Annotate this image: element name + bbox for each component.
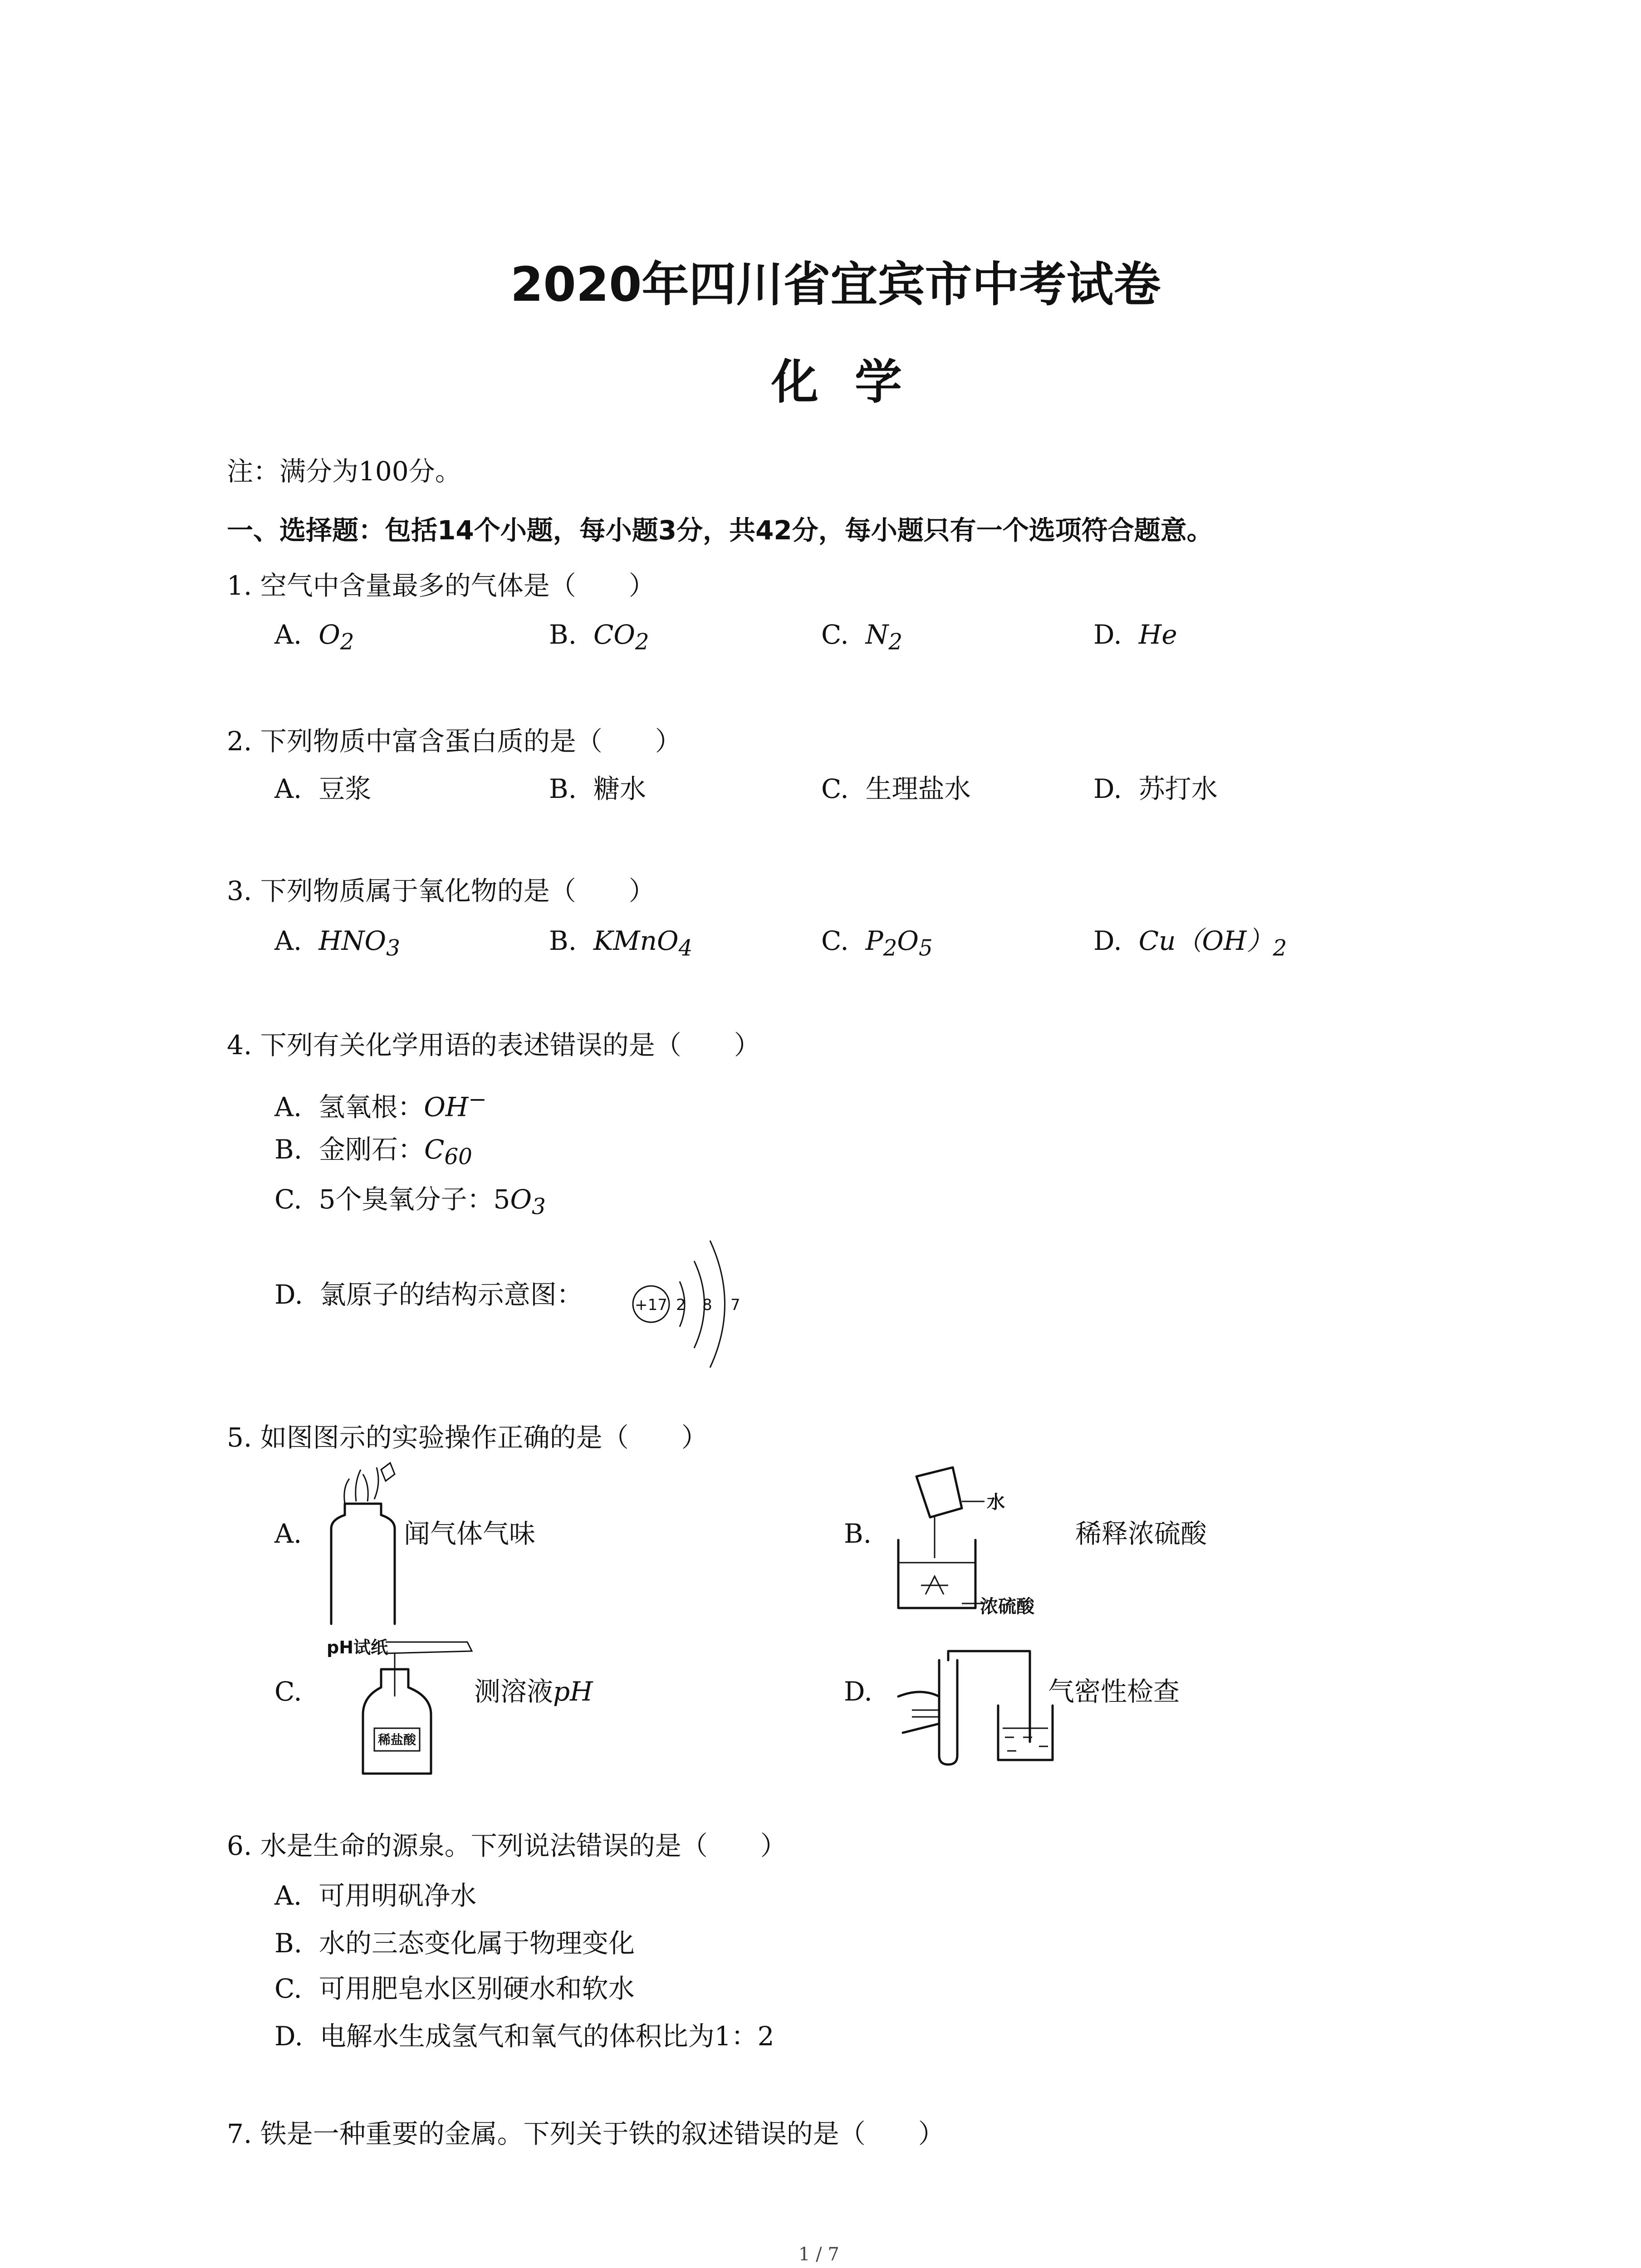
option-label: B. [549,773,577,804]
option-label: D. [274,2021,303,2052]
q6-option-d [274,2021,774,2052]
question-4-stem: 4. 下列有关化学用语的表述错误的是（ ） [227,1030,760,1061]
shell-3-electrons: 7 [730,1296,740,1314]
formula: O [510,1184,532,1215]
q4-option-b [274,1136,472,1168]
q5-option-c-label: C. [274,1676,302,1707]
option-text: 水的三态变化属于物理变化 [318,1928,635,1959]
subscript: 2 [340,629,354,655]
ph-paper-label: pH试纸 [327,1637,388,1657]
question-5-stem: 5. 如图图示的实验操作正确的是（ ） [227,1422,708,1453]
formula: KMnO [593,925,679,956]
question-7-stem: 7. 铁是一种重要的金属。下列关于铁的叙述错误的是（ ） [227,2118,945,2149]
subscript: 4 [678,935,693,961]
option-text: 测溶液 [474,1676,554,1707]
airtightness-figure [894,1642,1057,1769]
formula: N [865,619,889,650]
option-label: D. [1093,619,1122,650]
option-text: 生理盐水 [865,773,971,804]
shell-2-electrons: 8 [702,1296,712,1314]
q3-option-b [549,925,693,961]
q4-option-a [274,1087,487,1123]
shell-1-electrons: 2 [676,1296,686,1314]
formula: Cu（OH） [1138,925,1273,956]
subscript: 3 [386,935,400,961]
option-label: D. [1093,925,1122,956]
option-label: D. [274,1279,303,1310]
option-label: B. [549,925,577,956]
subscript: 2 [883,935,897,961]
option-text: 氯原子的结构示意图： [319,1279,583,1310]
q1-option-d [1093,621,1177,648]
q3-option-a [274,925,400,961]
q3-option-c [821,925,933,961]
q5-option-a-label: A. [274,1518,302,1549]
q3-option-d [1093,925,1287,961]
option-text: 苏打水 [1138,773,1218,804]
option-label: C. [821,925,849,956]
option-text: 金刚石： [318,1134,424,1165]
option-label: C. [274,1973,302,2004]
question-2-stem: 2. 下列物质中富含蛋白质的是（ ） [227,726,681,757]
formula: CO [593,619,635,650]
formula: OH [424,1091,469,1123]
score-note: 注：满分为100分。 [227,456,461,487]
option-text: 豆浆 [318,773,372,804]
section-heading: 一、选择题：包括14个小题，每小题3分，共42分，每小题只有一个选项符合题意。 [227,515,1213,546]
subscript: 5 [918,935,933,961]
q5-option-b-text: 稀释浓硫酸 [1075,1518,1207,1549]
option-text: 糖水 [593,773,646,804]
option-label: C. [821,773,849,804]
q4-option-d [274,1281,583,1308]
option-text: 5个臭氧分子：5 [318,1184,510,1215]
question-3-stem: 3. 下列物质属于氧化物的是（ ） [227,875,655,906]
conc-acid-label: 浓硫酸 [980,1596,1034,1617]
q5-option-c-text [474,1678,593,1705]
q1-option-c [821,621,902,653]
option-label: A. [274,773,302,804]
nucleus-charge: +17 [635,1296,667,1314]
q4-option-c [274,1186,546,1218]
subscript: 60 [444,1144,472,1170]
option-label: B. [274,1928,303,1959]
subscript: 3 [532,1194,546,1220]
option-text: 可用明矾净水 [318,1880,477,1911]
dilute-acid-figure [889,1458,1043,1622]
q2-option-b [549,773,646,804]
subject-title: 化学 [771,354,939,410]
subscript: 2 [635,629,649,655]
option-label: A. [274,1880,302,1911]
q5-option-d-label: D. [844,1676,872,1707]
option-label: A. [274,1091,302,1123]
option-label: A. [274,619,302,650]
smell-gas-figure [318,1461,408,1624]
option-label: A. [274,925,302,956]
formula: C [424,1134,445,1165]
option-label: C. [821,619,849,650]
formula: O [318,619,340,650]
option-text: 氢氧根： [318,1091,424,1123]
q2-option-d [1093,773,1218,804]
formula: He [1138,619,1177,650]
formula: pH [553,1676,593,1707]
formula: P [865,925,883,956]
option-text: 可用肥皂水区别硬水和软水 [318,1973,635,2004]
q2-option-a [274,773,372,804]
q1-option-a [274,621,354,653]
chlorine-atom-diagram [626,1229,762,1374]
q1-option-b [549,621,649,653]
subscript: 2 [1273,935,1287,961]
question-1-stem: 1. 空气中含量最多的气体是（ ） [227,570,655,601]
water-label: 水 [987,1492,1005,1513]
q6-option-b [274,1928,635,1959]
q6-option-a [274,1882,476,1909]
q6-option-c [274,1975,635,2002]
question-6-stem: 6. 水是生命的源泉。下列说法错误的是（ ） [227,1830,787,1861]
formula: HNO [318,925,387,956]
q5-option-a-text: 闻气体气味 [404,1518,536,1549]
option-text: 电解水生成氢气和氧气的体积比为1：2 [319,2021,774,2052]
option-label: C. [274,1184,302,1215]
page-title: 2020年四川省宜宾市中考试卷 [510,257,1161,312]
formula: O [897,925,919,956]
q5-option-b-label: B. [844,1518,872,1549]
superscript: − [468,1087,487,1112]
page-number: 1 / 7 [798,2244,839,2265]
subscript: 2 [888,629,903,655]
measure-ph-figure [318,1628,481,1778]
q5-option-d-text: 气密性检查 [1048,1676,1180,1707]
option-label: D. [1093,773,1122,804]
option-label: B. [549,619,577,650]
bottle-label: 稀盐酸 [377,1732,416,1747]
option-label: B. [274,1134,303,1165]
q2-option-c [821,773,971,804]
